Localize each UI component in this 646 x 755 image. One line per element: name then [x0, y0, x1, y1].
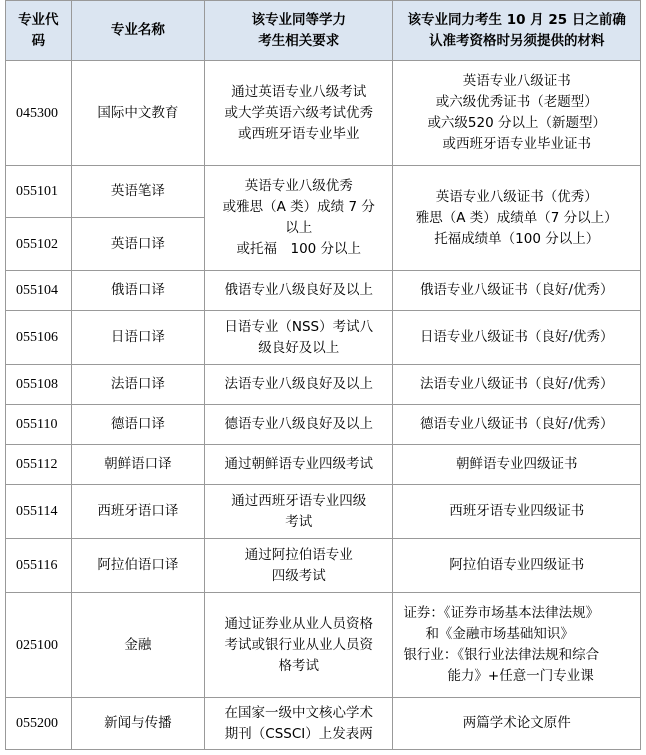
- major-code: 055106: [6, 311, 72, 365]
- major-name: 英语笔译: [71, 166, 204, 218]
- materials-cell: 两篇学术论文原件: [393, 698, 641, 750]
- materials-cell: 西班牙语专业四级证书: [393, 485, 641, 539]
- table-row: [6, 485, 641, 539]
- table-row: [6, 405, 641, 445]
- major-code: 055108: [6, 365, 72, 405]
- table-row: [6, 271, 641, 311]
- major-code: 055200: [6, 698, 72, 750]
- materials-cell: 日语专业八级证书（良好/优秀）: [393, 311, 641, 365]
- major-code: 055110: [6, 405, 72, 445]
- major-code: 055102: [6, 218, 72, 271]
- materials-cell: 英语专业八级证书（优秀） 雅思（A 类）成绩单（7 分以上） 托福成绩单（100 分以上）: [393, 166, 641, 271]
- requirement-cell: 通过阿拉伯语专业 四级考试: [205, 539, 393, 593]
- materials-cell: 阿拉伯语专业四级证书: [393, 539, 641, 593]
- table-row: [6, 311, 641, 365]
- table-row: [6, 61, 641, 166]
- header-name: 专业名称: [71, 1, 204, 61]
- requirement-cell: 日语专业（NSS）考试八 级良好及以上: [205, 311, 393, 365]
- requirement-cell: 俄语专业八级良好及以上: [205, 271, 393, 311]
- major-name: 国际中文教育: [71, 61, 204, 166]
- major-name: 日语口译: [71, 311, 204, 365]
- materials-cell: 朝鲜语专业四级证书: [393, 445, 641, 485]
- requirement-cell: 通过西班牙语专业四级 考试: [205, 485, 393, 539]
- requirements-table: [5, 0, 641, 750]
- major-name: 朝鲜语口译: [71, 445, 204, 485]
- requirement-cell: 德语专业八级良好及以上: [205, 405, 393, 445]
- header-row: [6, 1, 641, 61]
- materials-cell: 证券：《证券市场基本法律法规》 和《金融市场基础知识》 银行业：《银行业法律法规和综合 能力》+任意一门专业课: [393, 593, 641, 698]
- materials-cell: 法语专业八级证书（良好/优秀）: [393, 365, 641, 405]
- header-materials: 该专业同力考生 10 月 25 日之前确 认准考资格时另须提供的材料: [393, 1, 641, 61]
- requirement-cell: 英语专业八级优秀 或雅思（A 类）成绩 7 分 以上 或托福 100 分以上: [205, 166, 393, 271]
- major-code: 045300: [6, 61, 72, 166]
- requirement-cell: 法语专业八级良好及以上: [205, 365, 393, 405]
- requirement-cell: 通过证券业从业人员资格 考试或银行业从业人员资 格考试: [205, 593, 393, 698]
- table-row: [6, 698, 641, 750]
- major-name: 英语口译: [71, 218, 204, 271]
- major-name: 金融: [71, 593, 204, 698]
- major-name: 法语口译: [71, 365, 204, 405]
- materials-cell: 俄语专业八级证书（良好/优秀）: [393, 271, 641, 311]
- major-code: 055104: [6, 271, 72, 311]
- major-name: 俄语口译: [71, 271, 204, 311]
- table-row: [6, 539, 641, 593]
- major-name: 新闻与传播: [71, 698, 204, 750]
- requirement-cell: 通过朝鲜语专业四级考试: [205, 445, 393, 485]
- major-name: 西班牙语口译: [71, 485, 204, 539]
- major-code: 055112: [6, 445, 72, 485]
- major-code: 055116: [6, 539, 72, 593]
- major-name: 德语口译: [71, 405, 204, 445]
- header-code: 专业代 码: [6, 1, 72, 61]
- requirement-cell: 通过英语专业八级考试 或大学英语六级考试优秀 或西班牙语专业毕业: [205, 61, 393, 166]
- major-code: 055114: [6, 485, 72, 539]
- header-requirements: 该专业同等学力 考生相关要求: [205, 1, 393, 61]
- major-name: 阿拉伯语口译: [71, 539, 204, 593]
- major-code: 055101: [6, 166, 72, 218]
- table-row: [6, 593, 641, 698]
- materials-cell: 英语专业八级证书 或六级优秀证书（老题型） 或六级520 分以上（新题型） 或西班牙语专业毕业证书: [393, 61, 641, 166]
- table-row: [6, 365, 641, 405]
- table-row: [6, 166, 641, 218]
- requirement-cell: 在国家一级中文核心学术 期刊（CSSCI）上发表两: [205, 698, 393, 750]
- table-row: [6, 445, 641, 485]
- materials-cell: 德语专业八级证书（良好/优秀）: [393, 405, 641, 445]
- major-code: 025100: [6, 593, 72, 698]
